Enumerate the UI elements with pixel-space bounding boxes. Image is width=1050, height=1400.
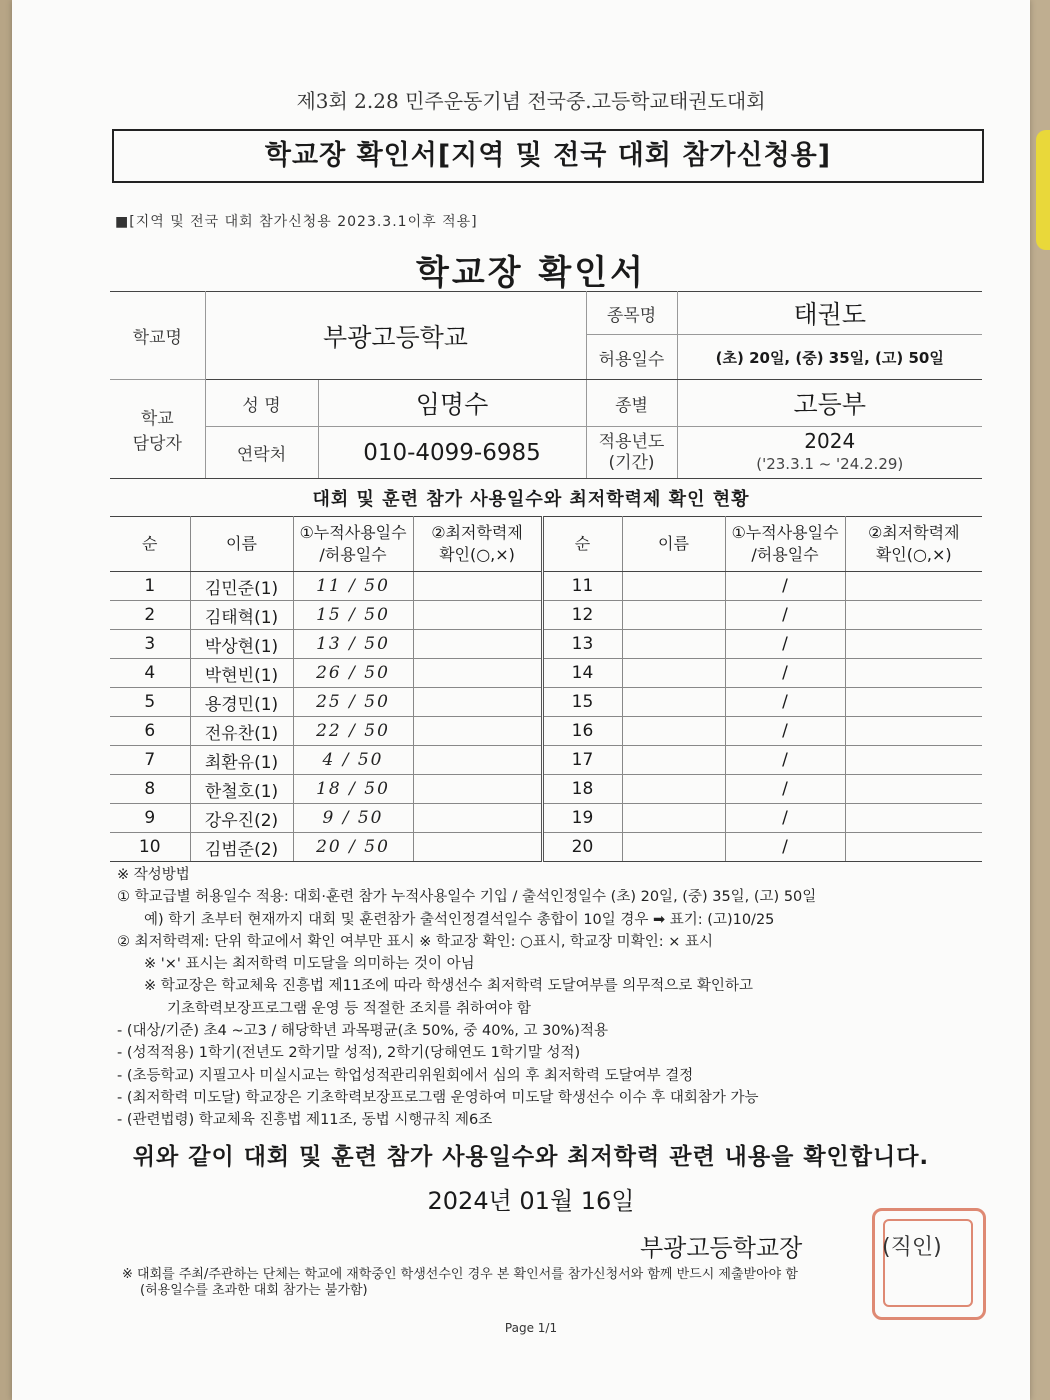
- header-check-right: [845, 517, 982, 572]
- manager-label-line1: 학교: [140, 409, 174, 429]
- header-name-left: 이름: [190, 517, 293, 572]
- athlete-name: [622, 833, 725, 862]
- division-value: 고등부: [677, 380, 982, 427]
- min-academic-check: [845, 572, 982, 601]
- note-item: 기초학력보장프로그램 운영 등 적절한 조치를 취하여야 함: [167, 1000, 531, 1017]
- athlete-name: 박현빈(1): [190, 659, 293, 688]
- header-days-right: [725, 517, 845, 572]
- year-label-line1: 적용년도: [598, 431, 665, 452]
- used-days: /: [725, 688, 845, 717]
- footer-line: (허용일수를 초과한 대회 참가는 불가함): [140, 1283, 368, 1298]
- header-check-line1: ②최저학력제: [867, 523, 960, 542]
- min-academic-check: [845, 717, 982, 746]
- footer-line: ※ 대회를 주최/주관하는 단체는 학교에 재학중인 학생선수인 경우 본 확인서를 참가신청서와 함께 반드시 제출받아야 함: [122, 1267, 798, 1282]
- seal-label: (직인): [882, 1235, 942, 1260]
- year-value: 2024: [804, 428, 856, 453]
- row-no: 17: [542, 746, 622, 775]
- used-days: 15 / 50: [293, 601, 413, 630]
- row-no: 18: [542, 775, 622, 804]
- note-item: ① 학교급별 허용일수 적용: 대회·훈련 참가 누적사용일수 기입 / 출석인정일수 (초) 20일, (중) 35일, (고) 50일: [117, 889, 817, 906]
- min-academic-check: [413, 572, 542, 601]
- row-no: 9: [110, 804, 190, 833]
- header-check-line2: 확인(○,×): [875, 545, 952, 564]
- athlete-name: 강우진(2): [190, 804, 293, 833]
- min-academic-check: [413, 833, 542, 862]
- min-academic-check: [413, 804, 542, 833]
- athlete-name: [622, 746, 725, 775]
- row-no: 13: [542, 630, 622, 659]
- athlete-roster-table: [110, 516, 982, 862]
- table-row: [110, 804, 982, 833]
- official-seal-stamp: [872, 1208, 986, 1320]
- athlete-name: 용경민(1): [190, 688, 293, 717]
- note-item: ② 최저학력제: 단위 학교에서 확인 여부만 표시 ※ 학교장 확인: ○표시, 학교장 미확인: × 표시: [117, 933, 713, 950]
- athlete-name: [622, 688, 725, 717]
- athlete-name: [622, 717, 725, 746]
- document-paper: [12, 0, 1030, 1400]
- used-days: 25 / 50: [293, 688, 413, 717]
- year-cell: [677, 427, 982, 479]
- row-no: 15: [542, 688, 622, 717]
- note-item: ※ '×' 표시는 최저학력 미도달을 의미하는 것이 아님: [144, 956, 475, 973]
- note-item: - (초등학교) 지필고사 미실시교는 학업성적관리위원회에서 심의 후 최저학력 도달여부 결정: [117, 1067, 694, 1084]
- note-item: 예) 학기 초부터 현재까지 대회 및 훈련참가 출석인정결석일수 총합이 10일 경우 ➡ 표기: (고)10/25: [144, 911, 775, 928]
- used-days: 20 / 50: [293, 833, 413, 862]
- used-days: /: [725, 746, 845, 775]
- min-academic-check: [413, 775, 542, 804]
- status-section-title: 대회 및 훈련 참가 사용일수와 최저학력제 확인 현황: [312, 489, 750, 510]
- used-days: /: [725, 833, 845, 862]
- header-days-line2: /허용일수: [319, 545, 387, 564]
- used-days: /: [725, 775, 845, 804]
- yellow-object: [1036, 130, 1050, 250]
- principal-name: 부광고등학교장: [640, 1234, 803, 1262]
- used-days: 18 / 50: [293, 775, 413, 804]
- header-check-left: [413, 517, 542, 572]
- athlete-name: 전유찬(1): [190, 717, 293, 746]
- header-days-line1: ①누적사용일수: [731, 523, 839, 542]
- used-days: 22 / 50: [293, 717, 413, 746]
- table-row: [110, 717, 982, 746]
- athlete-name: [622, 601, 725, 630]
- min-academic-check: [413, 659, 542, 688]
- min-academic-check: [845, 688, 982, 717]
- manager-name-label: 성 명: [205, 380, 318, 427]
- used-days: 13 / 50: [293, 630, 413, 659]
- athlete-name: [622, 572, 725, 601]
- athlete-name: 김민준(1): [190, 572, 293, 601]
- sport-value: 태권도: [677, 292, 982, 335]
- row-no: 16: [542, 717, 622, 746]
- sport-label: 종목명: [586, 292, 677, 335]
- table-row: [110, 775, 982, 804]
- row-no: 3: [110, 630, 190, 659]
- row-no: 5: [110, 688, 190, 717]
- used-days: 9 / 50: [293, 804, 413, 833]
- row-no: 1: [110, 572, 190, 601]
- table-row: [110, 688, 982, 717]
- header-days-line2: /허용일수: [751, 545, 819, 564]
- row-no: 8: [110, 775, 190, 804]
- min-academic-check: [845, 833, 982, 862]
- manager-name: 임명수: [318, 380, 586, 427]
- allowed-days-value: (초) 20일, (중) 35일, (고) 50일: [677, 335, 982, 380]
- year-label: [586, 427, 677, 479]
- athlete-name: [622, 804, 725, 833]
- header-no-right: 순: [542, 517, 622, 572]
- confirmation-statement: 위와 같이 대회 및 훈련 참가 사용일수와 최저학력 관련 내용을 확인합니다.: [132, 1144, 930, 1170]
- table-row: [110, 630, 982, 659]
- min-academic-check: [413, 746, 542, 775]
- document-title: 학교장 확인서[지역 및 전국 대회 참가신청용]: [112, 129, 984, 183]
- header-days-line1: ①누적사용일수: [299, 523, 407, 542]
- manager-label-line2: 담당자: [132, 434, 182, 454]
- row-no: 2: [110, 601, 190, 630]
- footer-notice: [122, 1267, 982, 1299]
- page-number: Page 1/1: [504, 1321, 558, 1335]
- contact-value: 010-4099-6985: [318, 427, 586, 479]
- note-heading: ※ 작성방법: [117, 867, 190, 883]
- row-no: 19: [542, 804, 622, 833]
- used-days: /: [725, 659, 845, 688]
- header-name-right: 이름: [622, 517, 725, 572]
- min-academic-check: [413, 688, 542, 717]
- min-academic-check: [845, 775, 982, 804]
- used-days: /: [725, 601, 845, 630]
- used-days: /: [725, 804, 845, 833]
- note-item: - (대상/기준) 초4 ~고3 / 해당학년 과목평균(초 50%, 중 40%, 고 30%)적용: [117, 1023, 608, 1040]
- instructions-notes: [117, 864, 977, 1132]
- roster-header-row: [110, 517, 982, 572]
- athlete-name: 박상현(1): [190, 630, 293, 659]
- min-academic-check: [413, 630, 542, 659]
- athlete-name: [622, 659, 725, 688]
- min-academic-check: [845, 601, 982, 630]
- main-title: 학교장 확인서: [416, 253, 646, 293]
- row-no: 14: [542, 659, 622, 688]
- min-academic-check: [845, 659, 982, 688]
- athlete-name: 김범준(2): [190, 833, 293, 862]
- used-days: /: [725, 717, 845, 746]
- allowed-days-label: 허용일수: [586, 335, 677, 380]
- table-row: [110, 833, 982, 862]
- row-no: 10: [110, 833, 190, 862]
- note-item: - (성적적용) 1학기(전년도 2학기말 성적), 2학기(당해연도 1학기말 성적): [117, 1045, 581, 1062]
- header-check-line1: ②최저학력제: [431, 523, 523, 542]
- table-row: [110, 572, 982, 601]
- athlete-name: 한철호(1): [190, 775, 293, 804]
- year-label-line2: (기간): [608, 452, 655, 473]
- table-row: [110, 659, 982, 688]
- athlete-name: [622, 775, 725, 804]
- school-info-table: [110, 291, 982, 479]
- athlete-name: 김태혁(1): [190, 601, 293, 630]
- used-days: 4 / 50: [293, 746, 413, 775]
- period-value: ('23.3.1 ~ '24.2.29): [756, 454, 904, 473]
- min-academic-check: [413, 601, 542, 630]
- min-academic-check: [413, 717, 542, 746]
- header-check-line2: 확인(○,×): [439, 545, 515, 564]
- min-academic-check: [845, 804, 982, 833]
- note-item: - (관련법령) 학교체육 진흥법 제11조, 동법 시행규칙 제6조: [117, 1112, 493, 1129]
- table-row: [110, 601, 982, 630]
- contact-label: 연락처: [205, 427, 318, 479]
- used-days: /: [725, 630, 845, 659]
- division-label: 종별: [586, 380, 677, 427]
- row-no: 7: [110, 746, 190, 775]
- row-no: 11: [542, 572, 622, 601]
- table-row: [110, 746, 982, 775]
- used-days: 26 / 50: [293, 659, 413, 688]
- used-days: 11 / 50: [293, 572, 413, 601]
- applicability-notice: ■[지역 및 전국 대회 참가신청용 2023.3.1이후 적용]: [115, 214, 478, 230]
- row-no: 20: [542, 833, 622, 862]
- row-no: 12: [542, 601, 622, 630]
- event-title: 제3회 2.28 민주운동기념 전국중.고등학교태권도대회: [296, 89, 766, 113]
- school-manager-label: [110, 380, 205, 479]
- row-no: 4: [110, 659, 190, 688]
- header-no-left: 순: [110, 517, 190, 572]
- row-no: 6: [110, 717, 190, 746]
- used-days: /: [725, 572, 845, 601]
- athlete-name: [622, 630, 725, 659]
- note-item: ※ 학교장은 학교체육 진흥법 제11조에 따라 학생선수 최저학력 도달여부를 의무적으로 확인하고: [144, 978, 753, 995]
- athlete-name: 최환유(1): [190, 746, 293, 775]
- school-name: 부광고등학교: [205, 292, 586, 380]
- min-academic-check: [845, 746, 982, 775]
- note-item: - (최저학력 미도달) 학교장은 기초학력보장프로그램 운영하여 미도달 학생선수 이수 후 대회참가 가능: [117, 1089, 759, 1106]
- min-academic-check: [845, 630, 982, 659]
- school-name-label: 학교명: [110, 292, 205, 380]
- document-date: 2024년 01월 16일: [427, 1187, 635, 1215]
- header-days-left: [293, 517, 413, 572]
